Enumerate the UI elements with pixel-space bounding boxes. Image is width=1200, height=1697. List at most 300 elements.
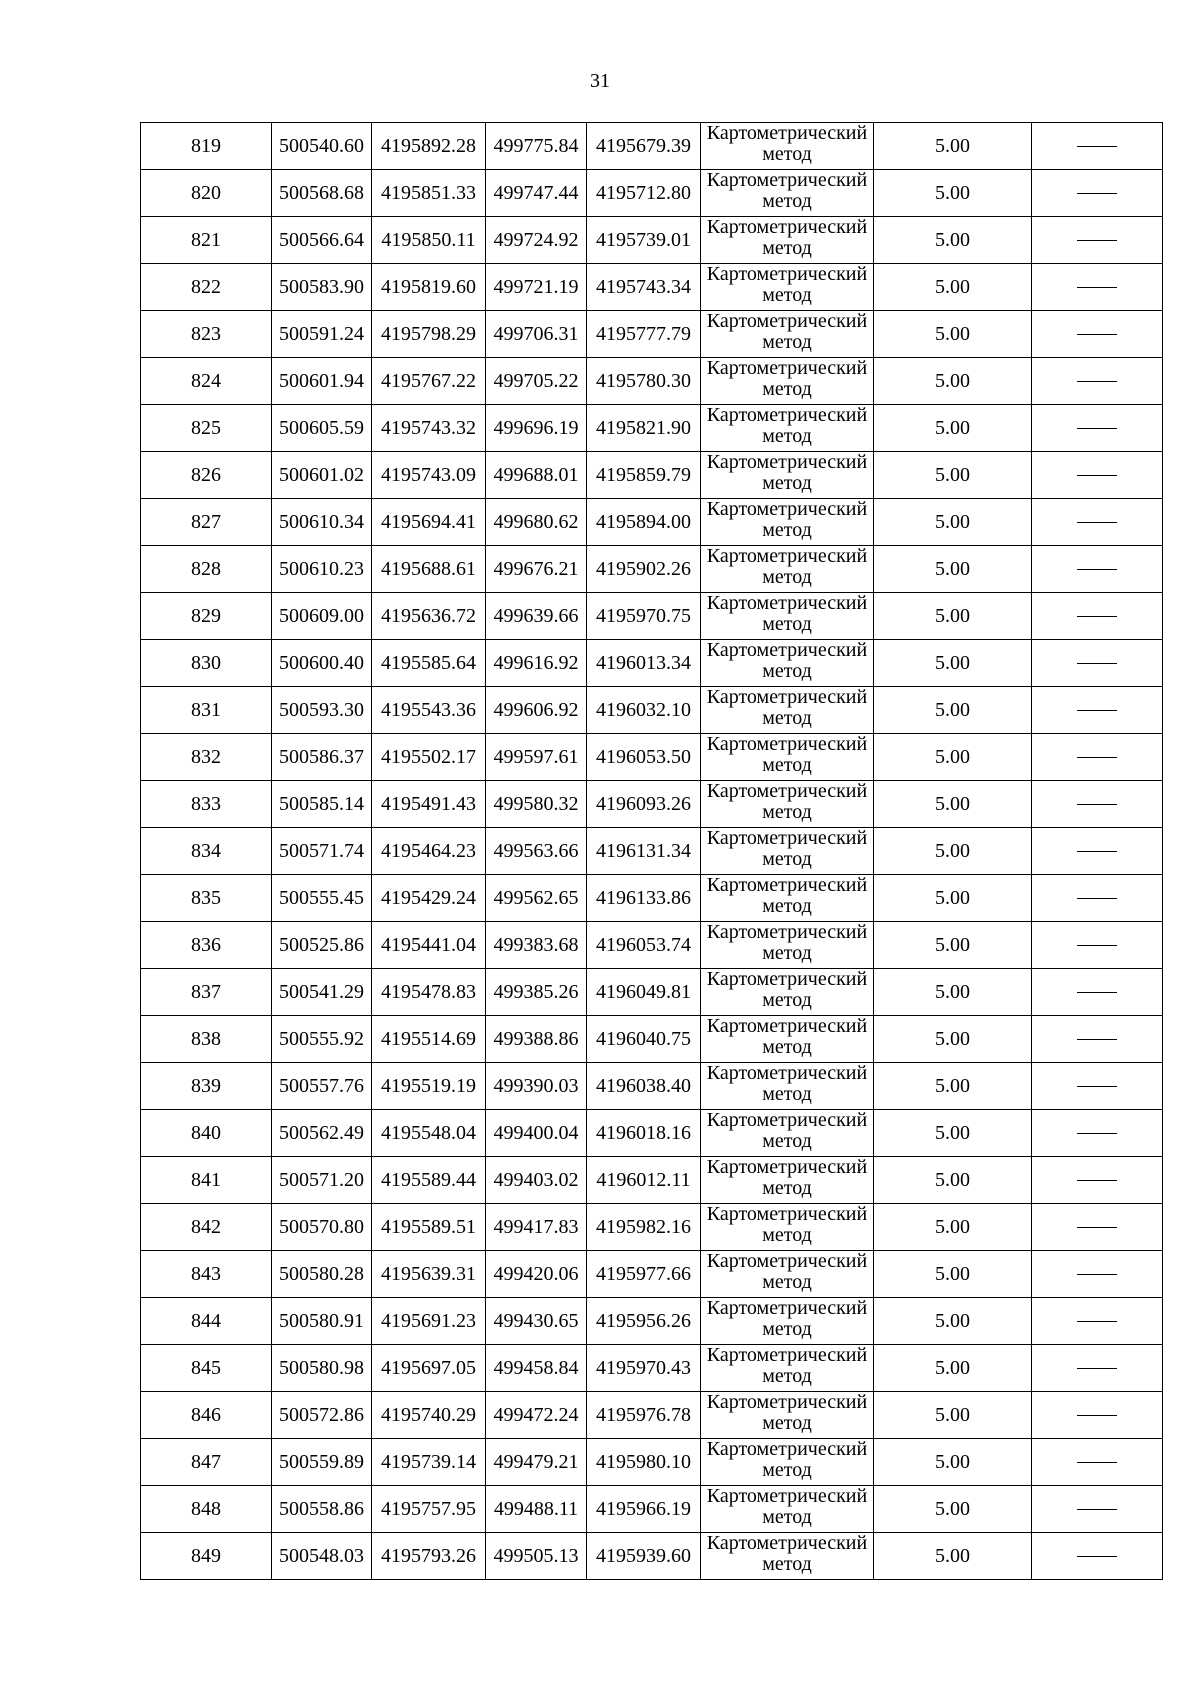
x2-coordinate-cell: 499385.26 [486,969,587,1016]
y2-coordinate-cell: 4195982.16 [587,1204,701,1251]
x1-coordinate-cell: 500610.34 [272,499,372,546]
method-label-line1: Картометрический [706,921,868,943]
em-dash [1077,1415,1117,1416]
note-cell [1032,358,1163,405]
method-label-line1: Картометрический [706,498,868,520]
em-dash [1077,1368,1117,1369]
table-row [141,1533,1163,1580]
method-label-line1: Картометрический [706,1015,868,1037]
x2-coordinate-cell: 499403.02 [486,1157,587,1204]
x2-coordinate-cell: 499597.61 [486,734,587,781]
accuracy-cell: 5.00 [874,1251,1032,1298]
method-cell [701,593,874,640]
method-label-line1: Картометрический [706,733,868,755]
x1-coordinate-cell: 500580.28 [272,1251,372,1298]
method-label-line2: метод [762,1459,812,1481]
y1-coordinate-cell: 4195697.05 [372,1345,486,1392]
em-dash [1077,1509,1117,1510]
em-dash [1077,334,1117,335]
table-row [141,1298,1163,1345]
point-number-cell: 832 [141,734,272,781]
table-row [141,1063,1163,1110]
y1-coordinate-cell: 4195793.26 [372,1533,486,1580]
note-cell [1032,734,1163,781]
note-cell [1032,170,1163,217]
note-cell [1032,311,1163,358]
accuracy-cell: 5.00 [874,311,1032,358]
em-dash [1077,710,1117,711]
point-number-cell: 823 [141,311,272,358]
y1-coordinate-cell: 4195589.44 [372,1157,486,1204]
x1-coordinate-cell: 500593.30 [272,687,372,734]
accuracy-cell: 5.00 [874,217,1032,264]
y2-coordinate-cell: 4196053.74 [587,922,701,969]
table-row [141,1345,1163,1392]
method-cell [701,499,874,546]
point-number-cell: 834 [141,828,272,875]
em-dash [1077,992,1117,993]
accuracy-cell: 5.00 [874,1392,1032,1439]
x2-coordinate-cell: 499417.83 [486,1204,587,1251]
y1-coordinate-cell: 4195851.33 [372,170,486,217]
accuracy-cell: 5.00 [874,922,1032,969]
table-row [141,969,1163,1016]
method-label-line2: метод [762,989,812,1011]
y2-coordinate-cell: 4196018.16 [587,1110,701,1157]
note-cell [1032,922,1163,969]
x1-coordinate-cell: 500548.03 [272,1533,372,1580]
method-cell [701,875,874,922]
y2-coordinate-cell: 4195976.78 [587,1392,701,1439]
point-number-cell: 830 [141,640,272,687]
x1-coordinate-cell: 500571.74 [272,828,372,875]
method-label-line1: Картометрический [706,686,868,708]
table-row [141,922,1163,969]
method-label-line2: метод [762,378,812,400]
method-cell [701,264,874,311]
method-label-line2: метод [762,1271,812,1293]
x1-coordinate-cell: 500601.02 [272,452,372,499]
em-dash [1077,616,1117,617]
y1-coordinate-cell: 4195892.28 [372,123,486,170]
point-number-cell: 842 [141,1204,272,1251]
table-row [141,452,1163,499]
y1-coordinate-cell: 4195819.60 [372,264,486,311]
table-row [141,217,1163,264]
x2-coordinate-cell: 499580.32 [486,781,587,828]
note-cell [1032,1533,1163,1580]
point-number-cell: 845 [141,1345,272,1392]
method-label-line2: метод [762,660,812,682]
y1-coordinate-cell: 4195757.95 [372,1486,486,1533]
note-cell [1032,687,1163,734]
x2-coordinate-cell: 499388.86 [486,1016,587,1063]
x2-coordinate-cell: 499400.04 [486,1110,587,1157]
x2-coordinate-cell: 499458.84 [486,1345,587,1392]
accuracy-cell: 5.00 [874,1110,1032,1157]
y1-coordinate-cell: 4195691.23 [372,1298,486,1345]
accuracy-cell: 5.00 [874,1533,1032,1580]
y2-coordinate-cell: 4195780.30 [587,358,701,405]
y2-coordinate-cell: 4195902.26 [587,546,701,593]
point-number-cell: 844 [141,1298,272,1345]
coordinates-table [140,122,1163,1580]
note-cell [1032,1439,1163,1486]
x1-coordinate-cell: 500585.14 [272,781,372,828]
method-label-line1: Картометрический [706,639,868,661]
table-row [141,781,1163,828]
em-dash [1077,1274,1117,1275]
note-cell [1032,546,1163,593]
accuracy-cell: 5.00 [874,1204,1032,1251]
y1-coordinate-cell: 4195478.83 [372,969,486,1016]
y1-coordinate-cell: 4195688.61 [372,546,486,593]
y2-coordinate-cell: 4195894.00 [587,499,701,546]
method-cell [701,781,874,828]
method-cell [701,687,874,734]
em-dash [1077,1039,1117,1040]
note-cell [1032,1345,1163,1392]
method-label-line2: метод [762,895,812,917]
table-row [141,264,1163,311]
accuracy-cell: 5.00 [874,969,1032,1016]
point-number-cell: 824 [141,358,272,405]
method-label-line2: метод [762,801,812,823]
method-label-line1: Картометрический [706,1485,868,1507]
table-row [141,593,1163,640]
method-cell [701,922,874,969]
table-row [141,546,1163,593]
point-number-cell: 849 [141,1533,272,1580]
method-label-line2: метод [762,1412,812,1434]
em-dash [1077,381,1117,382]
table-row [141,170,1163,217]
method-label-line2: метод [762,331,812,353]
x1-coordinate-cell: 500600.40 [272,640,372,687]
y2-coordinate-cell: 4195956.26 [587,1298,701,1345]
em-dash [1077,1180,1117,1181]
note-cell [1032,1251,1163,1298]
em-dash [1077,1556,1117,1557]
method-label-line1: Картометрический [706,310,868,332]
method-label-line1: Картометрический [706,545,868,567]
x1-coordinate-cell: 500558.86 [272,1486,372,1533]
x1-coordinate-cell: 500571.20 [272,1157,372,1204]
y2-coordinate-cell: 4196053.50 [587,734,701,781]
accuracy-cell: 5.00 [874,123,1032,170]
method-label-line1: Картометрический [706,1250,868,1272]
em-dash [1077,663,1117,664]
y1-coordinate-cell: 4195589.51 [372,1204,486,1251]
accuracy-cell: 5.00 [874,1016,1032,1063]
y1-coordinate-cell: 4195636.72 [372,593,486,640]
note-cell [1032,1298,1163,1345]
accuracy-cell: 5.00 [874,405,1032,452]
accuracy-cell: 5.00 [874,1486,1032,1533]
accuracy-cell: 5.00 [874,734,1032,781]
method-label-line2: метод [762,707,812,729]
note-cell [1032,640,1163,687]
accuracy-cell: 5.00 [874,546,1032,593]
method-label-line1: Картометрический [706,1109,868,1131]
table-row [141,499,1163,546]
method-cell [701,1110,874,1157]
point-number-cell: 836 [141,922,272,969]
y1-coordinate-cell: 4195739.14 [372,1439,486,1486]
method-label-line1: Картометрический [706,451,868,473]
table-row [141,875,1163,922]
method-label-line2: метод [762,566,812,588]
note-cell [1032,452,1163,499]
method-label-line2: метод [762,1177,812,1199]
method-label-line1: Картометрический [706,592,868,614]
x2-coordinate-cell: 499747.44 [486,170,587,217]
em-dash [1077,240,1117,241]
y1-coordinate-cell: 4195441.04 [372,922,486,969]
method-label-line2: метод [762,284,812,306]
note-cell [1032,1157,1163,1204]
method-cell [701,1392,874,1439]
point-number-cell: 833 [141,781,272,828]
y1-coordinate-cell: 4195502.17 [372,734,486,781]
y2-coordinate-cell: 4196013.34 [587,640,701,687]
y2-coordinate-cell: 4195712.80 [587,170,701,217]
point-number-cell: 822 [141,264,272,311]
x2-coordinate-cell: 499472.24 [486,1392,587,1439]
em-dash [1077,1086,1117,1087]
method-label-line1: Картометрический [706,404,868,426]
y2-coordinate-cell: 4196032.10 [587,687,701,734]
table-row [141,734,1163,781]
x1-coordinate-cell: 500540.60 [272,123,372,170]
em-dash [1077,757,1117,758]
em-dash [1077,1133,1117,1134]
y1-coordinate-cell: 4195743.09 [372,452,486,499]
table-row [141,1392,1163,1439]
em-dash [1077,475,1117,476]
method-label-line2: метод [762,190,812,212]
accuracy-cell: 5.00 [874,1439,1032,1486]
y2-coordinate-cell: 4195966.19 [587,1486,701,1533]
method-cell [701,1016,874,1063]
x2-coordinate-cell: 499616.92 [486,640,587,687]
x2-coordinate-cell: 499680.62 [486,499,587,546]
x2-coordinate-cell: 499606.92 [486,687,587,734]
method-label-line1: Картометрический [706,357,868,379]
method-label-line2: метод [762,1318,812,1340]
em-dash [1077,1321,1117,1322]
em-dash [1077,146,1117,147]
point-number-cell: 828 [141,546,272,593]
x2-coordinate-cell: 499390.03 [486,1063,587,1110]
point-number-cell: 831 [141,687,272,734]
x2-coordinate-cell: 499563.66 [486,828,587,875]
method-cell [701,1345,874,1392]
x1-coordinate-cell: 500591.24 [272,311,372,358]
y2-coordinate-cell: 4195977.66 [587,1251,701,1298]
method-label-line1: Картометрический [706,1391,868,1413]
point-number-cell: 847 [141,1439,272,1486]
point-number-cell: 848 [141,1486,272,1533]
y2-coordinate-cell: 4195679.39 [587,123,701,170]
note-cell [1032,969,1163,1016]
note-cell [1032,1063,1163,1110]
y1-coordinate-cell: 4195543.36 [372,687,486,734]
point-number-cell: 843 [141,1251,272,1298]
note-cell [1032,1392,1163,1439]
accuracy-cell: 5.00 [874,499,1032,546]
x1-coordinate-cell: 500583.90 [272,264,372,311]
x2-coordinate-cell: 499721.19 [486,264,587,311]
method-label-line2: метод [762,1506,812,1528]
method-label-line1: Картометрический [706,1438,868,1460]
method-cell [701,1063,874,1110]
accuracy-cell: 5.00 [874,1298,1032,1345]
note-cell [1032,1110,1163,1157]
method-label-line2: метод [762,143,812,165]
method-label-line1: Картометрический [706,780,868,802]
em-dash [1077,898,1117,899]
method-cell [701,1157,874,1204]
method-label-line1: Картометрический [706,827,868,849]
accuracy-cell: 5.00 [874,358,1032,405]
y2-coordinate-cell: 4195970.43 [587,1345,701,1392]
method-cell [701,1486,874,1533]
y2-coordinate-cell: 4195970.75 [587,593,701,640]
accuracy-cell: 5.00 [874,170,1032,217]
accuracy-cell: 5.00 [874,264,1032,311]
note-cell [1032,217,1163,264]
x1-coordinate-cell: 500557.76 [272,1063,372,1110]
x1-coordinate-cell: 500555.45 [272,875,372,922]
x1-coordinate-cell: 500580.91 [272,1298,372,1345]
x2-coordinate-cell: 499383.68 [486,922,587,969]
x1-coordinate-cell: 500541.29 [272,969,372,1016]
table-body [141,123,1163,1580]
y1-coordinate-cell: 4195740.29 [372,1392,486,1439]
method-label-line1: Картометрический [706,1203,868,1225]
accuracy-cell: 5.00 [874,1063,1032,1110]
y1-coordinate-cell: 4195767.22 [372,358,486,405]
method-label-line2: метод [762,754,812,776]
em-dash [1077,804,1117,805]
note-cell [1032,1016,1163,1063]
table-row [141,1251,1163,1298]
method-label-line1: Картометрический [706,263,868,285]
method-label-line2: метод [762,472,812,494]
note-cell [1032,405,1163,452]
y1-coordinate-cell: 4195798.29 [372,311,486,358]
method-cell [701,358,874,405]
method-label-line2: метод [762,1553,812,1575]
method-label-line2: метод [762,1130,812,1152]
note-cell [1032,828,1163,875]
x1-coordinate-cell: 500570.80 [272,1204,372,1251]
method-label-line1: Картометрический [706,169,868,191]
y2-coordinate-cell: 4196040.75 [587,1016,701,1063]
x1-coordinate-cell: 500562.49 [272,1110,372,1157]
x1-coordinate-cell: 500586.37 [272,734,372,781]
em-dash [1077,569,1117,570]
note-cell [1032,593,1163,640]
x1-coordinate-cell: 500580.98 [272,1345,372,1392]
table-row [141,687,1163,734]
method-label-line2: метод [762,1083,812,1105]
x1-coordinate-cell: 500568.68 [272,170,372,217]
table-row [141,311,1163,358]
y2-coordinate-cell: 4195939.60 [587,1533,701,1580]
point-number-cell: 839 [141,1063,272,1110]
y1-coordinate-cell: 4195639.31 [372,1251,486,1298]
method-label-line2: метод [762,519,812,541]
method-label-line2: метод [762,942,812,964]
method-label-line1: Картометрический [706,1156,868,1178]
accuracy-cell: 5.00 [874,593,1032,640]
page-number: 31 [590,70,610,92]
method-cell [701,1533,874,1580]
point-number-cell: 827 [141,499,272,546]
y1-coordinate-cell: 4195491.43 [372,781,486,828]
method-cell [701,452,874,499]
em-dash [1077,1227,1117,1228]
y1-coordinate-cell: 4195548.04 [372,1110,486,1157]
point-number-cell: 835 [141,875,272,922]
table-row [141,1486,1163,1533]
accuracy-cell: 5.00 [874,1345,1032,1392]
accuracy-cell: 5.00 [874,640,1032,687]
method-label-line1: Картометрический [706,216,868,238]
note-cell [1032,499,1163,546]
method-cell [701,1298,874,1345]
method-label-line1: Картометрический [706,1344,868,1366]
x1-coordinate-cell: 500525.86 [272,922,372,969]
note-cell [1032,1486,1163,1533]
y2-coordinate-cell: 4196131.34 [587,828,701,875]
method-cell [701,640,874,687]
method-cell [701,217,874,264]
y2-coordinate-cell: 4195859.79 [587,452,701,499]
method-label-line2: метод [762,1036,812,1058]
method-cell [701,1439,874,1486]
x2-coordinate-cell: 499488.11 [486,1486,587,1533]
y1-coordinate-cell: 4195514.69 [372,1016,486,1063]
y2-coordinate-cell: 4196133.86 [587,875,701,922]
note-cell [1032,1204,1163,1251]
table-row [141,1204,1163,1251]
method-label-line1: Картометрический [706,1532,868,1554]
table-row [141,1157,1163,1204]
x1-coordinate-cell: 500559.89 [272,1439,372,1486]
x2-coordinate-cell: 499696.19 [486,405,587,452]
x2-coordinate-cell: 499505.13 [486,1533,587,1580]
y1-coordinate-cell: 4195694.41 [372,499,486,546]
y1-coordinate-cell: 4195429.24 [372,875,486,922]
y2-coordinate-cell: 4196038.40 [587,1063,701,1110]
y1-coordinate-cell: 4195519.19 [372,1063,486,1110]
y1-coordinate-cell: 4195585.64 [372,640,486,687]
method-label-line1: Картометрический [706,122,868,144]
method-cell [701,405,874,452]
point-number-cell: 826 [141,452,272,499]
point-number-cell: 840 [141,1110,272,1157]
method-cell [701,1251,874,1298]
point-number-cell: 841 [141,1157,272,1204]
accuracy-cell: 5.00 [874,781,1032,828]
y2-coordinate-cell: 4195777.79 [587,311,701,358]
note-cell [1032,264,1163,311]
point-number-cell: 838 [141,1016,272,1063]
method-label-line2: метод [762,848,812,870]
